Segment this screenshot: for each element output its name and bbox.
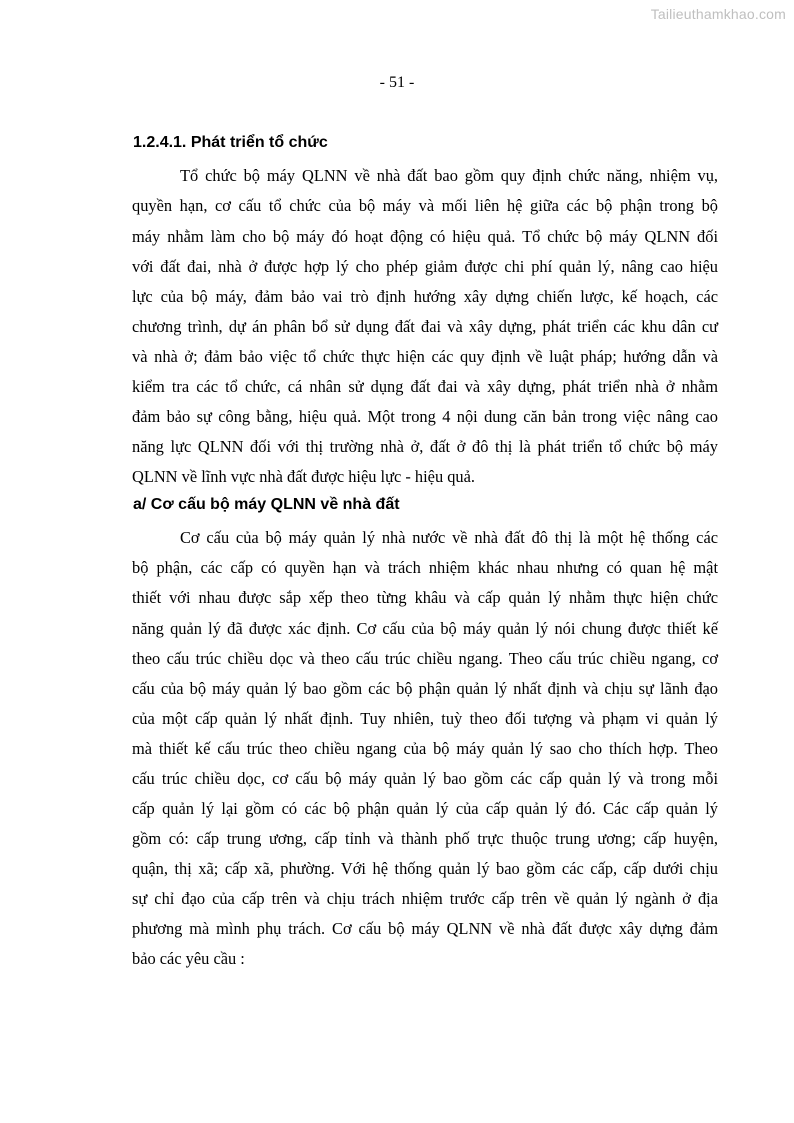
paragraph-line: năng quản lý đã được xác định. Cơ cấu của bộ máy quản lý nói chung được thiết kế (132, 619, 718, 638)
paragraph-line: quyền hạn, cơ cấu tổ chức của bộ máy và mối liên hệ giữa các bộ phận trong bộ (132, 196, 718, 215)
paragraph-line: theo cấu trúc chiều dọc và theo cấu trúc chiều ngang. Theo cấu trúc chiều ngang, cơ (132, 649, 718, 668)
paragraph-line: của một cấp quản lý nhất định. Tuy nhiên, tuỳ theo đối tượng và phạm vi quản lý (132, 709, 718, 728)
paragraph-line: QLNN về lĩnh vực nhà đất được hiệu lực - hiệu quả. (132, 467, 476, 486)
paragraph-line: năng lực QLNN đối với thị trường nhà ở, đất ở đô thị là phát triển tổ chức bộ máy (132, 437, 718, 456)
paragraph-line: với đất đai, nhà ở được hợp lý cho phép giảm được chi phí quản lý, nâng cao hiệu (132, 257, 718, 276)
paragraph-line: chương trình, dự án phân bổ sử dụng đất đai và xây dựng, phát triển các khu dân cư (132, 317, 718, 336)
page-number: - 51 - (379, 74, 415, 91)
section-heading: 1.2.4.1. Phát triển tổ chức (133, 134, 328, 151)
paragraph-line: máy nhằm làm cho bộ máy đó hoạt động có hiệu quả. Tổ chức bộ máy QLNN đối (132, 227, 718, 246)
paragraph-line: cấu trúc chiều dọc, cơ cấu bộ máy quản lý bao gồm các cấp quản lý và trong mỗi (132, 769, 718, 788)
subsection-heading: a/ Cơ cấu bộ máy QLNN về nhà đất (133, 496, 400, 513)
paragraph-line: kiểm tra các tổ chức, cá nhân sử dụng đất đai và xây dựng, phát triển nhà ở nhằm (132, 377, 718, 396)
paragraph-line: đảm bảo sự công bằng, hiệu quả. Một trong 4 nội dung căn bản trong việc nâng cao (132, 407, 718, 426)
watermark: Tailieuthamkhao.com (650, 6, 786, 22)
paragraph-line: và nhà ở; đảm bảo việc tổ chức thực hiện các quy định về luật pháp; hướng dẫn và (132, 347, 718, 366)
paragraph-line: mà thiết kế cấu trúc theo chiều ngang của bộ máy quản lý sao cho thích hợp. Theo (132, 739, 718, 758)
paragraph-line: quận, thị xã; cấp xã, phường. Với hệ thống quản lý bao gồm các cấp, cấp dưới chịu (132, 859, 718, 878)
paragraph-line: thiết với nhau được sắp xếp theo từng khâu và cấp quản lý nhằm thực hiện chức (132, 588, 718, 607)
paragraph-line: sự chỉ đạo của cấp trên và chịu trách nhiệm trước cấp trên về quản lý ngành ở địa (132, 889, 718, 908)
paragraph-line: phương mà mình phụ trách. Cơ cấu bộ máy QLNN về nhà đất được xây dựng đảm (132, 919, 718, 938)
paragraph-line: cấp quản lý lại gồm có các bộ phận quản lý của cấp quản lý đó. Các cấp quản lý (132, 799, 718, 818)
paragraph-line: gồm có: cấp trung ương, cấp tỉnh và thành phố trực thuộc trung ương; cấp huyện, (132, 829, 718, 848)
paragraph-line: Cơ cấu của bộ máy quản lý nhà nước về nhà đất đô thị là một hệ thống các (180, 528, 718, 547)
paragraph-line: lực của bộ máy, đảm bảo vai trò định hướng xây dựng chiến lược, kế hoạch, các (132, 287, 718, 306)
paragraph-line: Tổ chức bộ máy QLNN về nhà đất bao gồm quy định chức năng, nhiệm vụ, (180, 166, 718, 185)
paragraph-line: bộ phận, các cấp có quyền hạn và trách nhiệm khác nhau nhưng có quan hệ mật (132, 558, 718, 577)
paragraph-line: cấu của bộ máy quản lý bao gồm các bộ phận quản lý nhất định và chịu sự lãnh đạo (132, 679, 718, 698)
paragraph-line: bảo các yêu cầu : (132, 949, 245, 968)
